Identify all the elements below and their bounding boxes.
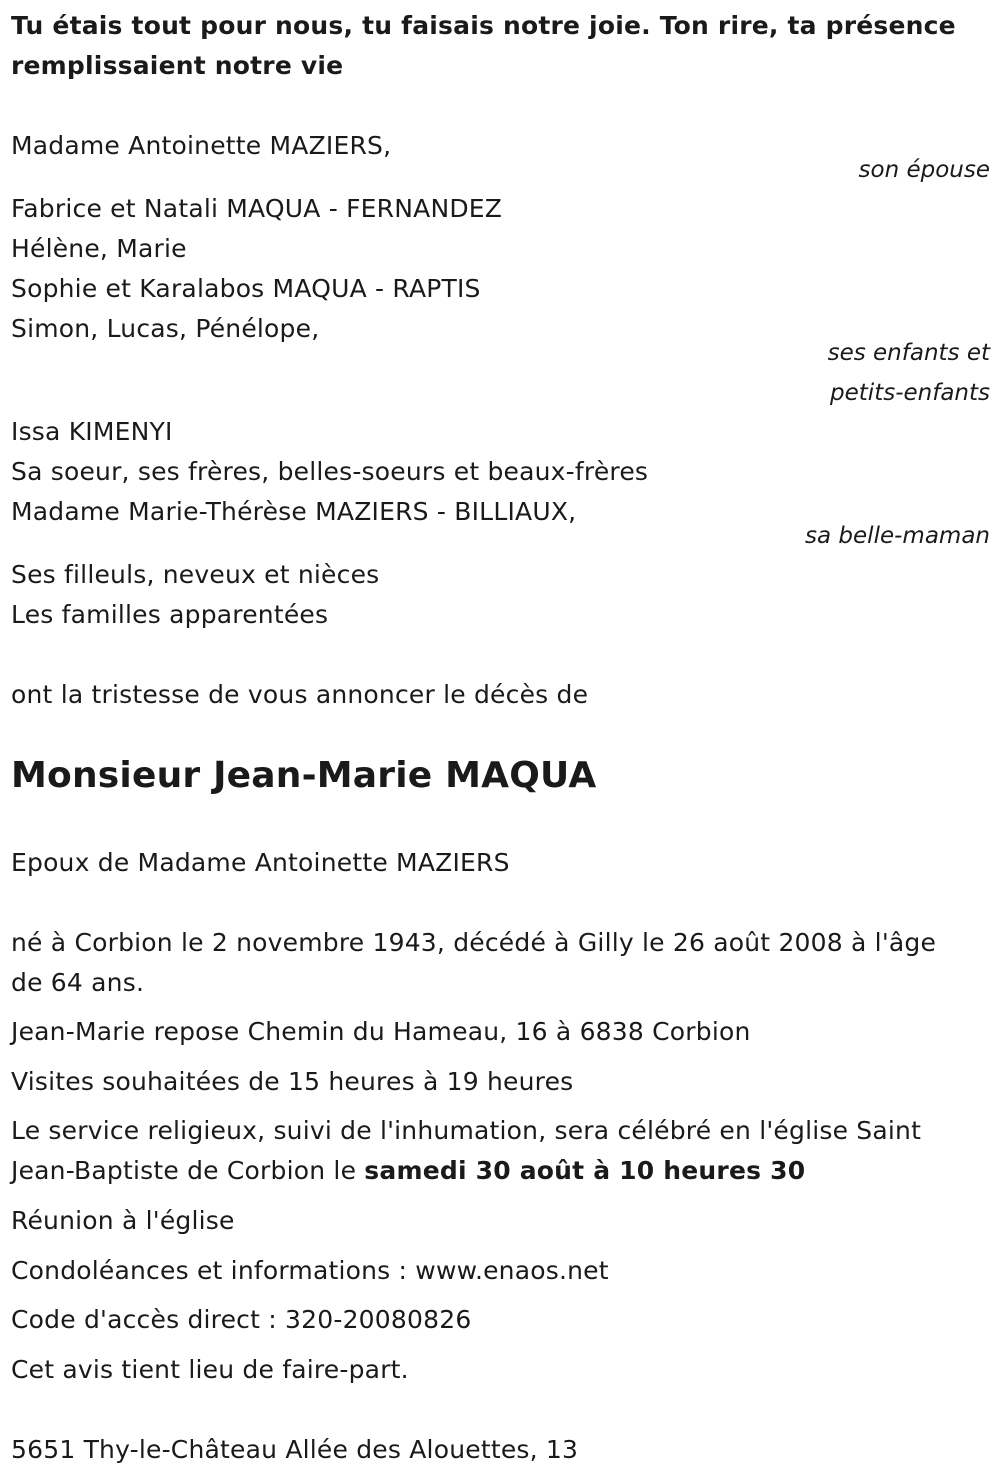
- condolences: Condoléances et informations : www.enaos.net: [11, 1256, 609, 1285]
- children-role-line-2: petits-enfants: [830, 380, 990, 406]
- announcement: ont la tristesse de vous annoncer le décès de: [11, 680, 589, 709]
- service-line-2: [11, 1151, 805, 1191]
- epitaph-line-1: Tu étais tout pour nous, tu faisais notre joie. Ton rire, ta présence: [11, 11, 956, 40]
- service-date: samedi 30 août à 10 heures 30: [364, 1156, 806, 1185]
- address: 5651 Thy-le-Château Allée des Alouettes, 13: [11, 1435, 579, 1464]
- mother-in-law-role: sa belle-maman: [805, 523, 990, 549]
- reunion: Réunion à l'église: [11, 1206, 235, 1235]
- birth-death-line-1: né à Corbion le 2 novembre 1943, décédé à Gilly le 26 août 2008 à l'âge: [11, 928, 937, 957]
- extended-line-1: Ses filleuls, neveux et nièces: [11, 560, 380, 589]
- deceased-name: Monsieur Jean-Marie MAQUA: [11, 755, 597, 796]
- relative-line-3: Madame Marie-Thérèse MAZIERS - BILLIAUX,: [11, 497, 577, 526]
- access-code: Code d'accès direct : 320-20080826: [11, 1305, 472, 1334]
- relative-line-2: Sa soeur, ses frères, belles-soeurs et beaux-frères: [11, 457, 649, 486]
- birth-death-line-2: de 64 ans.: [11, 968, 145, 997]
- child-line-1: Fabrice et Natali MAQUA - FERNANDEZ: [11, 194, 503, 223]
- spouse-of: Epoux de Madame Antoinette MAZIERS: [11, 848, 510, 877]
- notice: Cet avis tient lieu de faire-part.: [11, 1355, 409, 1384]
- rests-at: Jean-Marie repose Chemin du Hameau, 16 à 6838 Corbion: [11, 1017, 751, 1046]
- child-line-4: Simon, Lucas, Pénélope,: [11, 314, 320, 343]
- epitaph-line-2: remplissaient notre vie: [11, 51, 344, 80]
- relative-line-1: Issa KIMENYI: [11, 417, 173, 446]
- spouse-name: Madame Antoinette MAZIERS,: [11, 131, 392, 160]
- service-line-1: Le service religieux, suivi de l'inhumation, sera célébré en l'église Saint: [11, 1116, 922, 1145]
- child-line-2: Hélène, Marie: [11, 234, 187, 263]
- service-line-2-prefix: Jean-Baptiste de Corbion le: [11, 1156, 365, 1185]
- extended-line-2: Les familles apparentées: [11, 600, 329, 629]
- visits: Visites souhaitées de 15 heures à 19 heures: [11, 1067, 574, 1096]
- child-line-3: Sophie et Karalabos MAQUA - RAPTIS: [11, 274, 481, 303]
- spouse-role: son épouse: [858, 157, 990, 183]
- children-role-line-1: ses enfants et: [827, 340, 990, 366]
